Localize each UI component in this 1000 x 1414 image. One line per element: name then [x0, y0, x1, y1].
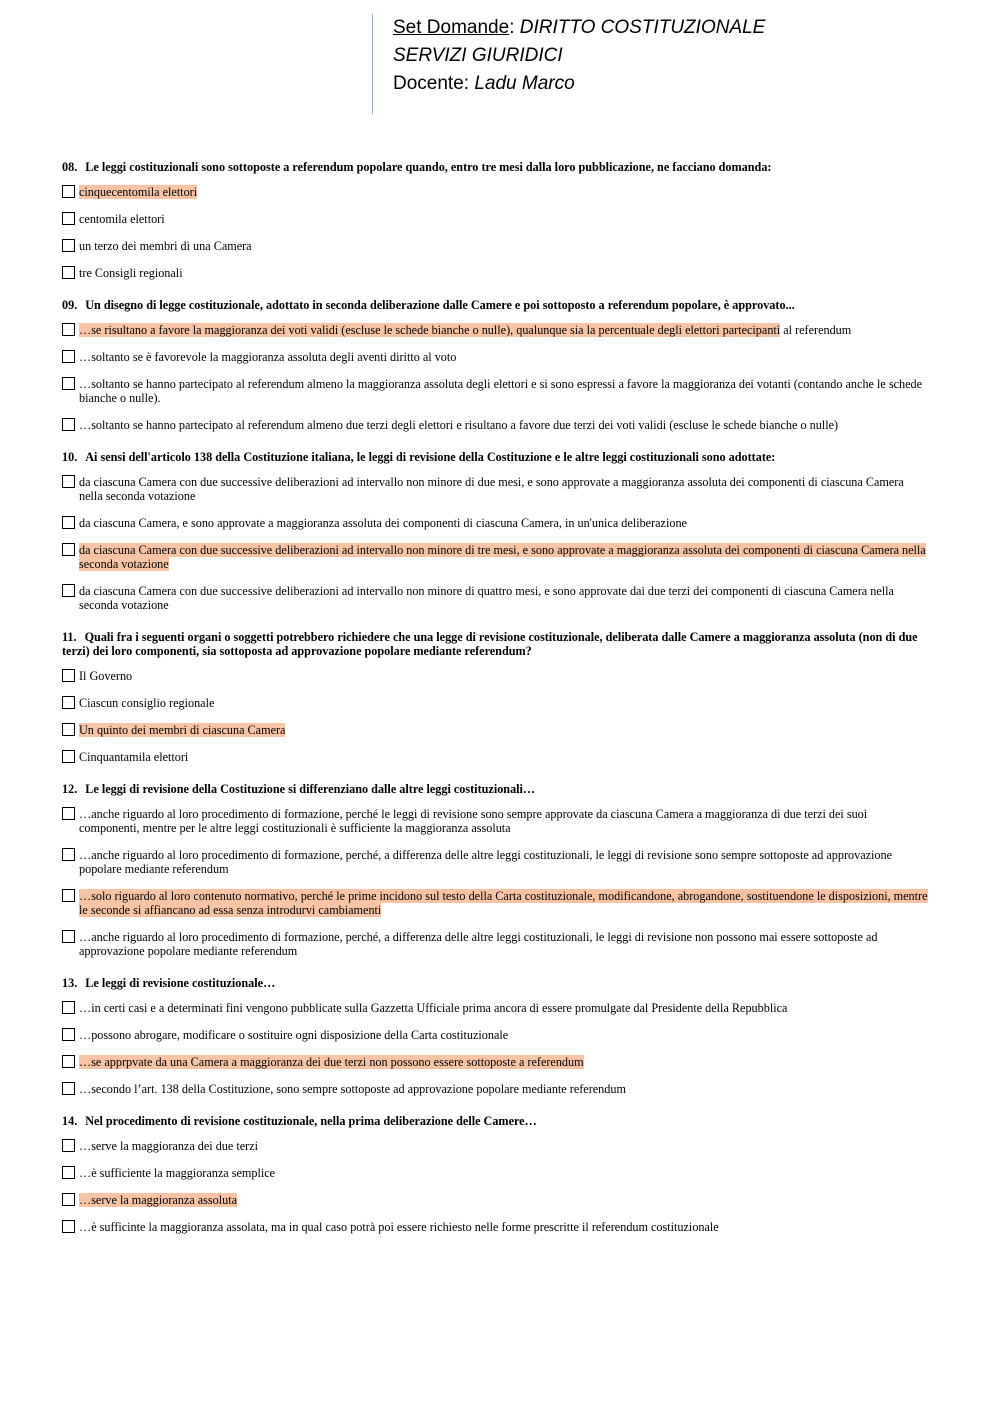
answer-checkbox[interactable] — [62, 516, 75, 529]
answer-checkbox[interactable] — [62, 1082, 75, 1095]
answer-text — [79, 930, 930, 958]
question-text: Le leggi costituzionali sono sottoposte a referendum popolare quando, entro tre mesi dalla loro pubblicazione, ne facciano domanda: — [85, 160, 772, 174]
answer-text-rest: …anche riguardo al loro procedimento di formazione, perché le leggi di revisione sono sempre approvate da ciascuna Camera a maggioranza di due terzi dei suoi componenti, mentre per le altre leggi costituzionali è sufficiente la maggioranza assoluta — [79, 807, 868, 835]
question-number: 14. — [62, 1114, 78, 1128]
correct-answer-highlight: …se risultano a favore la maggioranza dei voti validi (escluse le schede bianche o nulle), qualunque sia la percentuale degli elettori partecipanti — [79, 323, 781, 337]
answer-checkbox[interactable] — [62, 1220, 75, 1233]
answer-text-rest: …è sufficinte la maggioranza assolata, ma in qual caso potrà poi essere richiesto nelle forme prescritte il referendum costituzionale — [79, 1220, 719, 1234]
answer-option[interactable] — [62, 516, 930, 530]
answer-option[interactable] — [62, 696, 930, 710]
question-title — [62, 1114, 930, 1128]
answer-option[interactable] — [62, 807, 930, 835]
answer-option[interactable] — [62, 323, 930, 337]
answer-option[interactable] — [62, 266, 930, 280]
answer-checkbox[interactable] — [62, 669, 75, 682]
question-number: 10. — [62, 450, 78, 464]
correct-answer-highlight: cinquecentomila elettori — [79, 185, 198, 199]
answer-option[interactable] — [62, 750, 930, 764]
answer-text — [79, 750, 930, 764]
answer-text-rest: al referendum — [780, 323, 852, 337]
answer-text — [79, 1220, 930, 1234]
question-block — [62, 160, 930, 280]
answer-text — [79, 543, 930, 571]
answer-option[interactable] — [62, 377, 930, 405]
answer-text — [79, 266, 930, 280]
answer-option[interactable] — [62, 848, 930, 876]
answer-text — [79, 239, 930, 253]
answer-option[interactable] — [62, 239, 930, 253]
answer-option[interactable] — [62, 418, 930, 432]
question-text: Nel procedimento di revisione costituzionale, nella prima deliberazione delle Camere… — [85, 1114, 537, 1128]
course-name: SERVIZI GIURIDICI — [393, 45, 563, 66]
question-block — [62, 782, 930, 958]
question-text: Le leggi di revisione della Costituzione si differenziano dalle altre leggi costituzionali… — [85, 782, 536, 796]
answer-text-rest: …soltanto se hanno partecipato al referendum almeno la maggioranza assoluta degli elettori e si sono espressi a favore la maggioranza dei votanti (contando anche le schede bianche o nulle). — [79, 377, 922, 405]
answer-option[interactable] — [62, 1193, 930, 1207]
answer-option[interactable] — [62, 543, 930, 571]
document-header — [372, 14, 765, 114]
correct-answer-highlight: …solo riguardo al loro contenuto normativo, perché le prime incidono sul testo della Carta costituzionale, modificandone, abrogandone, sostituendone le disposizioni, mentre le seconde si affiancano ad essa senza introdurvi cambiamenti — [79, 889, 928, 917]
answer-text-rest: …soltanto se hanno partecipato al referendum almeno due terzi degli elettori e risultano a favore due terzi dei voti validi (escluse le schede bianche o nulle) — [79, 418, 839, 432]
answer-checkbox[interactable] — [62, 212, 75, 225]
answer-text-rest: …anche riguardo al loro procedimento di formazione, perché, a differenza delle altre leggi costituzionali, le leggi di revisione sono sempre sottoposte ad approvazione popolare mediante referendum — [79, 848, 892, 876]
correct-answer-highlight: da ciascuna Camera con due successive deliberazioni ad intervallo non minore di tre mesi, e sono approvate a maggioranza assoluta dei componenti di ciascuna Camera nella seconda votazione — [79, 543, 926, 571]
answer-checkbox[interactable] — [62, 930, 75, 943]
answer-checkbox[interactable] — [62, 239, 75, 252]
answer-text — [79, 848, 930, 876]
question-text: Ai sensi dell'articolo 138 della Costituzione italiana, le leggi di revisione della Costituzione e le altre leggi costituzionali sono adottate: — [85, 450, 776, 464]
answer-checkbox[interactable] — [62, 350, 75, 363]
answer-checkbox[interactable] — [62, 377, 75, 390]
answer-text-rest: …anche riguardo al loro procedimento di formazione, perché, a differenza delle altre leggi costituzionali, le leggi di revisione non possono mai essere sottoposte ad approvazione popolare mediante referendum — [79, 930, 878, 958]
answer-text-rest: …secondo l’art. 138 della Costituzione, sono sempre sottoposte ad approvazione popolare mediante referendum — [79, 1082, 626, 1096]
question-block — [62, 976, 930, 1096]
question-block — [62, 630, 930, 764]
correct-answer-highlight: Un quinto dei membri di ciascuna Camera — [79, 723, 286, 737]
answer-text-rest: Ciascun consiglio regionale — [79, 696, 215, 710]
question-block — [62, 450, 930, 612]
correct-answer-highlight: …serve la maggioranza assoluta — [79, 1193, 238, 1207]
answer-checkbox[interactable] — [62, 1055, 75, 1068]
question-title — [62, 976, 930, 990]
teacher-name: Ladu Marco — [474, 73, 575, 94]
answer-text — [79, 889, 930, 917]
answer-checkbox[interactable] — [62, 1166, 75, 1179]
answer-option[interactable] — [62, 584, 930, 612]
answer-checkbox[interactable] — [62, 266, 75, 279]
answer-option[interactable] — [62, 185, 930, 199]
answer-text — [79, 807, 930, 835]
answer-checkbox[interactable] — [62, 696, 75, 709]
answer-checkbox[interactable] — [62, 1028, 75, 1041]
question-block — [62, 298, 930, 432]
answer-checkbox[interactable] — [62, 1001, 75, 1014]
set-value: DIRITTO COSTITUZIONALE — [519, 17, 766, 38]
question-title — [62, 160, 930, 174]
answer-text — [79, 1139, 930, 1153]
answer-text — [79, 669, 930, 683]
answer-text — [79, 1028, 930, 1042]
question-number: 08. — [62, 160, 78, 174]
answer-option[interactable] — [62, 1028, 930, 1042]
question-number: 11. — [62, 630, 77, 644]
answer-text — [79, 475, 930, 503]
answer-checkbox[interactable] — [62, 1139, 75, 1152]
answer-option[interactable] — [62, 475, 930, 503]
answer-text — [79, 377, 930, 405]
answer-checkbox[interactable] — [62, 418, 75, 431]
question-number: 12. — [62, 782, 78, 796]
answer-checkbox[interactable] — [62, 750, 75, 763]
answer-option[interactable] — [62, 1001, 930, 1015]
set-separator: : — [509, 17, 520, 38]
answer-checkbox[interactable] — [62, 584, 75, 597]
question-block — [62, 1114, 930, 1234]
answer-option[interactable] — [62, 889, 930, 917]
answer-text-rest: …possono abrogare, modificare o sostituire ogni disposizione della Carta costituzionale — [79, 1028, 509, 1042]
answer-text — [79, 1193, 930, 1207]
question-title — [62, 450, 930, 464]
correct-answer-highlight: …se apprpvate da una Camera a maggioranza dei due terzi non possono essere sottoposte a referendum — [79, 1055, 584, 1069]
answer-text — [79, 1055, 930, 1069]
answer-option[interactable] — [62, 350, 930, 364]
question-title — [62, 782, 930, 796]
answer-checkbox[interactable] — [62, 185, 75, 198]
header-teacher-row — [393, 70, 765, 98]
header-set-row — [393, 14, 765, 42]
answer-text — [79, 1082, 930, 1096]
answer-checkbox[interactable] — [62, 807, 75, 820]
answer-checkbox[interactable] — [62, 475, 75, 488]
answer-text — [79, 1166, 930, 1180]
answer-text-rest: centomila elettori — [79, 212, 165, 226]
answer-text — [79, 350, 930, 364]
answer-text — [79, 212, 930, 226]
answer-checkbox[interactable] — [62, 1193, 75, 1206]
answer-option[interactable] — [62, 1166, 930, 1180]
answer-checkbox[interactable] — [62, 889, 75, 902]
answer-option[interactable] — [62, 212, 930, 226]
question-title — [62, 298, 930, 312]
answer-text — [79, 185, 930, 199]
question-title — [62, 630, 930, 658]
set-label: Set Domande — [393, 17, 510, 38]
question-text: Un disegno di legge costituzionale, adottato in seconda deliberazione dalle Camere e poi sottoposto a referendum popolare, è approvato... — [85, 298, 795, 312]
answer-text-rest: …in certi casi e a determinati fini vengono pubblicate sulla Gazzetta Ufficiale prima ancora di essere promulgate dal Presidente della Repubblica — [79, 1001, 788, 1015]
question-text: Quali fra i seguenti organi o soggetti potrebbero richiedere che una legge di revisione costituzionale, deliberata dalle Camere a maggioranza assoluta (non di due terzi) dei loro componenti, sia sottoposta ad approvazione popolare mediante referendum? — [62, 630, 918, 658]
answer-option[interactable] — [62, 1055, 930, 1069]
answer-text-rest: …soltanto se è favorevole la maggioranza assoluta degli aventi diritto al voto — [79, 350, 457, 364]
answer-text-rest: tre Consigli regionali — [79, 266, 183, 280]
answer-option[interactable] — [62, 930, 930, 958]
answer-option[interactable] — [62, 1082, 930, 1096]
answer-text — [79, 323, 930, 337]
answer-checkbox[interactable] — [62, 543, 75, 556]
answer-checkbox[interactable] — [62, 848, 75, 861]
answer-text-rest: un terzo dei membri di una Camera — [79, 239, 252, 253]
answer-option[interactable] — [62, 669, 930, 683]
answer-text — [79, 584, 930, 612]
answer-text-rest: …è sufficiente la maggioranza semplice — [79, 1166, 276, 1180]
answer-text-rest: Il Governo — [79, 669, 133, 683]
answer-text — [79, 516, 930, 530]
answer-text — [79, 696, 930, 710]
answer-option[interactable] — [62, 723, 930, 737]
question-text: Le leggi di revisione costituzionale… — [85, 976, 276, 990]
question-number: 09. — [62, 298, 78, 312]
teacher-label: Docente: — [393, 73, 475, 94]
answer-text — [79, 418, 930, 432]
answer-option[interactable] — [62, 1139, 930, 1153]
answer-text-rest: …serve la maggioranza dei due terzi — [79, 1139, 259, 1153]
question-list — [62, 160, 930, 1252]
answer-checkbox[interactable] — [62, 723, 75, 736]
answer-text-rest: da ciascuna Camera con due successive deliberazioni ad intervallo non minore di quattro mesi, e sono approvate dai due terzi dei componenti di ciascuna Camera nella seconda votazione — [79, 584, 894, 612]
answer-text-rest: Cinquantamila elettori — [79, 750, 189, 764]
answer-text-rest: da ciascuna Camera, e sono approvate a maggioranza assoluta dei componenti di ciascuna Camera, in un'unica deliberazione — [79, 516, 687, 530]
answer-text-rest: da ciascuna Camera con due successive deliberazioni ad intervallo non minore di due mesi, e sono approvate a maggioranza assoluta dei componenti di ciascuna Camera nella seconda votazione — [79, 475, 904, 503]
answer-text — [79, 1001, 930, 1015]
answer-option[interactable] — [62, 1220, 930, 1234]
question-number: 13. — [62, 976, 78, 990]
answer-text — [79, 723, 930, 737]
answer-checkbox[interactable] — [62, 323, 75, 336]
